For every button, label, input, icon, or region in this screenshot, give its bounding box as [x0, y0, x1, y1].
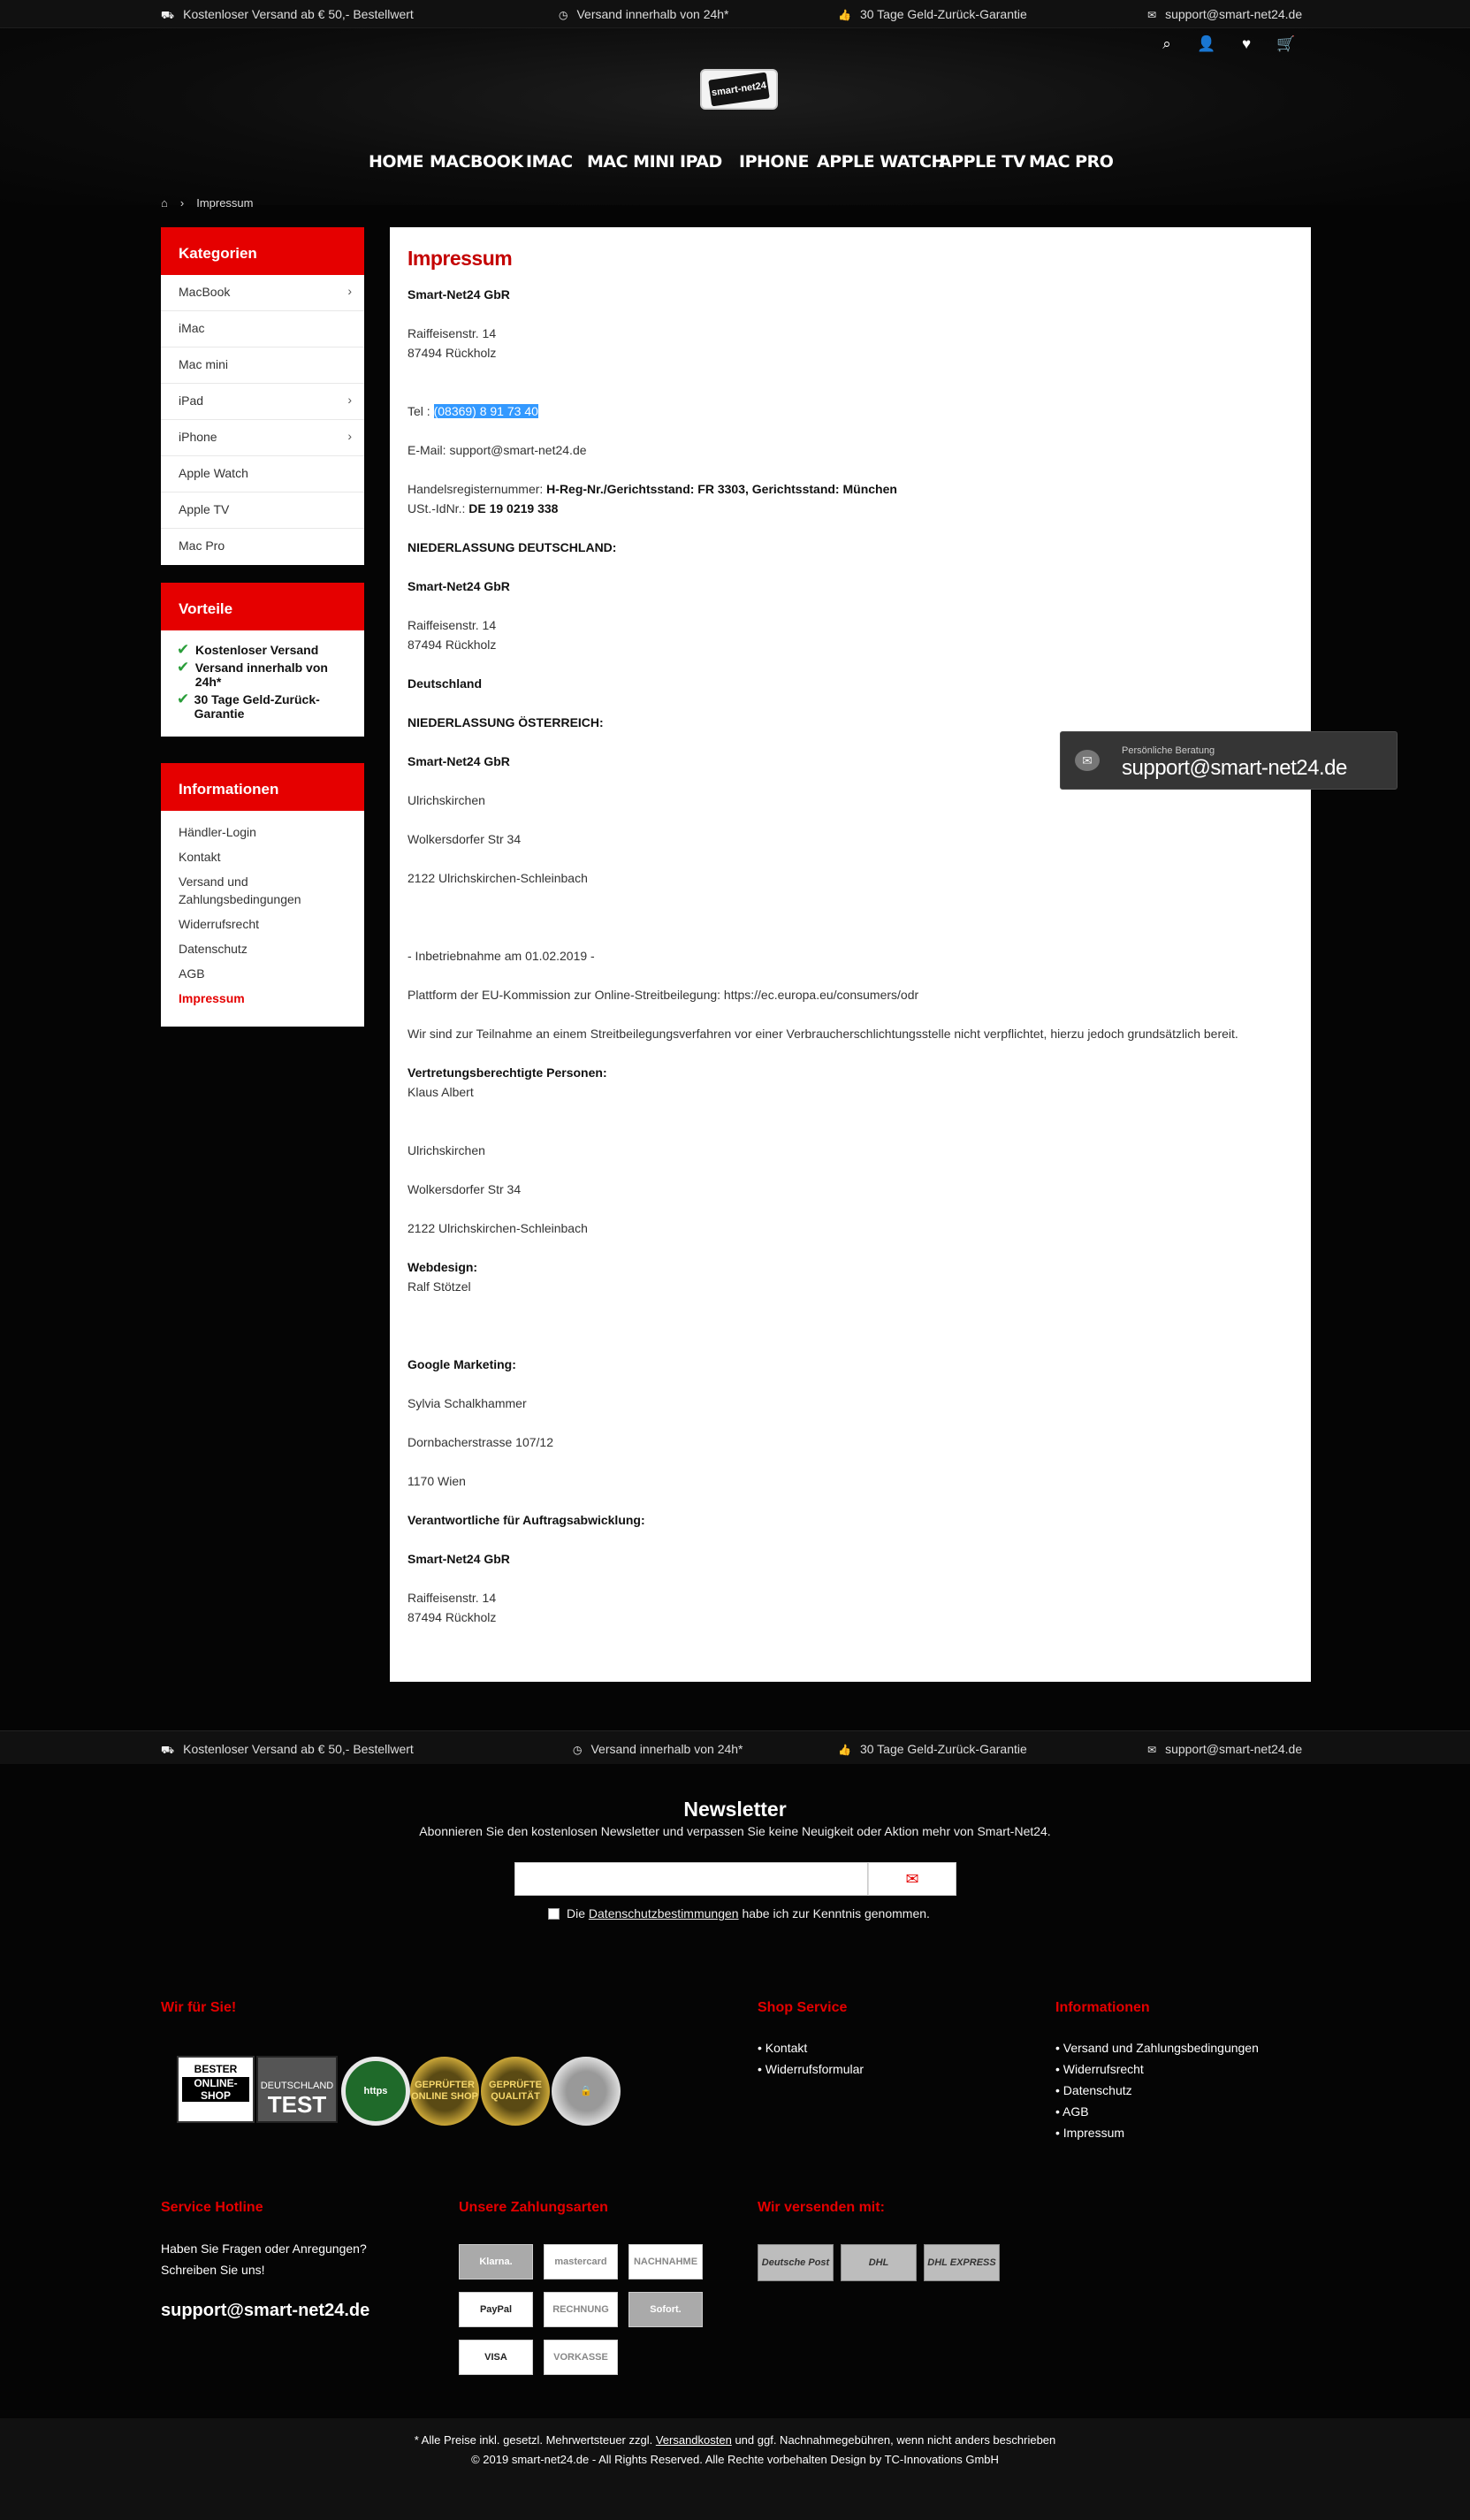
- info-link-agb[interactable]: AGB: [179, 966, 205, 981]
- footer-info-title: Informationen: [1055, 2000, 1150, 2015]
- envelope-icon: ✉: [1147, 9, 1157, 21]
- information-title: Informationen: [161, 763, 364, 811]
- rep-place: Ulrichskirchen: [407, 1143, 485, 1157]
- nav-mac-pro[interactable]: MAC PRO: [1029, 152, 1114, 172]
- checkmark-icon: ✔: [177, 659, 190, 676]
- dispute-note: Wir sind zur Teilnahme an einem Streitbeilegungsverfahren vor einer Verbraucherschlichtungsstelle nicht verpflichtet, hierzu jedoch grundsätzlich bereit.: [407, 1027, 1238, 1041]
- category-macbook[interactable]: MacBook ›: [161, 275, 364, 311]
- logo[interactable]: [700, 69, 778, 110]
- info-link-haendler-login[interactable]: Händler-Login: [179, 825, 256, 839]
- envelope-icon: ✉: [1147, 1744, 1157, 1756]
- checkmark-icon: ✔: [177, 641, 190, 658]
- versandkosten-link[interactable]: Versandkosten: [655, 2433, 732, 2447]
- advantages-box: [161, 583, 364, 737]
- shipping-dhl-express: DHL EXPRESS: [924, 2244, 1000, 2281]
- branch-at-street: Wolkersdorfer Str 34: [407, 832, 522, 846]
- copyright: © 2019 smart-net24.de - All Rights Reserved. Alle Rechte vorbehalten Design by TC-Innovations GmbH: [471, 2453, 999, 2466]
- info-link-kontakt[interactable]: Kontakt: [179, 850, 221, 864]
- email-line: E-Mail: support@smart-net24.de: [407, 443, 587, 457]
- payment-rechnung: RECHNUNG: [544, 2292, 618, 2327]
- top-info-bar: [0, 0, 1470, 28]
- nav-macbook[interactable]: MACBOOK: [430, 152, 523, 172]
- category-ipad[interactable]: iPad ›: [161, 384, 364, 420]
- checkmark-icon: ✔: [177, 691, 190, 707]
- newsletter-email-input[interactable]: [514, 1862, 868, 1896]
- shipping-deutsche-post: Deutsche Post: [758, 2244, 834, 2281]
- account-icon[interactable]: 👤: [1197, 35, 1216, 52]
- shop-service-list: [758, 2037, 864, 2080]
- envelope-icon: ✉: [905, 1870, 919, 1888]
- payment-visa: VISA: [459, 2340, 533, 2375]
- phone-number[interactable]: (08369) 8 91 73 40: [433, 404, 538, 418]
- category-iphone[interactable]: iPhone ›: [161, 420, 364, 456]
- clock-icon: ◷: [573, 1744, 583, 1756]
- footer-link-widerrufsformular[interactable]: • Widerrufsformular: [758, 2062, 864, 2076]
- footer-link-widerrufsrecht[interactable]: • Widerrufsrecht: [1055, 2062, 1144, 2076]
- branch-de-heading: NIEDERLASSUNG DEUTSCHLAND:: [407, 540, 617, 554]
- order-processing-company: Smart-Net24 GbR: [407, 1552, 510, 1566]
- gm-street: Dornbacherstrasse 107/12: [407, 1435, 553, 1449]
- nav-iphone[interactable]: IPHONE: [739, 152, 809, 172]
- inbetriebnahme: - Inbetriebnahme am 01.02.2019 -: [407, 949, 595, 963]
- category-imac[interactable]: iMac: [161, 311, 364, 347]
- privacy-link[interactable]: Datenschutzbestimmungen: [588, 1906, 739, 1921]
- payment-vorkasse: VORKASSE: [544, 2340, 618, 2375]
- category-apple-tv[interactable]: Apple TV: [161, 493, 364, 529]
- info-link-versand[interactable]: Versand und Zahlungsbedingungen: [179, 874, 301, 906]
- payment-paypal: PayPal: [459, 2292, 533, 2327]
- nav-home[interactable]: HOME: [369, 152, 423, 172]
- wir-fuer-sie-title: Wir für Sie!: [161, 2000, 237, 2015]
- nav-mac-mini[interactable]: MAC MINI: [587, 152, 675, 172]
- company-address: Raiffeisenstr. 14 87494 Rückholz: [407, 326, 497, 360]
- shop-service-title: Shop Service: [758, 2000, 848, 2015]
- categories-box: [161, 227, 364, 565]
- advantage-item: ✔ Kostenloser Versand: [177, 641, 319, 658]
- privacy-consent: Die Datenschutzbestimmungen habe ich zur Kenntnis genommen.: [548, 1906, 930, 1921]
- advantage-item: ✔ 30 Tage Geld-Zurück-Garantie: [177, 691, 320, 721]
- search-icon[interactable]: ⌕: [1162, 35, 1171, 52]
- rep-city: 2122 Ulrichskirchen-Schleinbach: [407, 1221, 588, 1235]
- logo-text: smart-net24: [708, 73, 770, 107]
- branch-at-company: Smart-Net24 GbR: [407, 754, 510, 768]
- footer-link-datenschutz[interactable]: • Datenschutz: [1055, 2083, 1132, 2097]
- info-link-widerrufsrecht[interactable]: Widerrufsrecht: [179, 917, 260, 931]
- branch-de-address: Raiffeisenstr. 14 87494 Rückholz: [407, 618, 497, 652]
- free-shipping-info: ⛟ Kostenloser Versand ab € 50,- Bestellwert: [161, 1742, 414, 1756]
- branch-de-country: Deutschland: [407, 676, 483, 691]
- service-hotline-email[interactable]: support@smart-net24.de: [161, 2301, 370, 2320]
- best-online-shop-badge: BESTER ONLINE-SHOP: [177, 2056, 255, 2123]
- category-mac-pro[interactable]: Mac Pro: [179, 538, 225, 553]
- gepruefter-online-shop-badge: GEPRÜFTER ONLINE SHOP: [410, 2057, 479, 2126]
- categories-title: Kategorien: [161, 227, 364, 275]
- cart-icon[interactable]: 🛒: [1276, 35, 1296, 52]
- footer-info-bar: [0, 1730, 1470, 1764]
- payment-sofort: Sofort.: [628, 2292, 703, 2327]
- truck-icon: ⛟: [161, 1744, 175, 1756]
- branch-at-heading: NIEDERLASSUNG ÖSTERREICH:: [407, 715, 604, 729]
- thumbs-up-icon: 👍: [838, 9, 851, 21]
- shipping-partners-title: Wir versenden mit:: [758, 2200, 885, 2215]
- gepruefte-qualitaet-badge: GEPRÜFTE QUALITÄT: [481, 2057, 550, 2126]
- envelope-icon: ✉: [1075, 750, 1100, 771]
- breadcrumb-current: Impressum: [196, 196, 254, 210]
- gm-name: Sylvia Schalkhammer: [407, 1396, 527, 1410]
- main-navigation: [0, 152, 1470, 182]
- branch-at-place: Ulrichskirchen: [407, 793, 485, 807]
- footer-info-list: [1055, 2037, 1259, 2143]
- shipping-dhl: DHL: [841, 2244, 917, 2281]
- company-name: Smart-Net24 GbR: [407, 287, 510, 302]
- truck-icon: ⛟: [161, 9, 175, 21]
- newsletter-submit-button[interactable]: [868, 1862, 956, 1896]
- info-link-datenschutz[interactable]: Datenschutz: [179, 942, 248, 956]
- thumbs-up-icon: 👍: [838, 1744, 851, 1756]
- footer-link-agb[interactable]: • AGB: [1055, 2104, 1089, 2119]
- webdesign: Webdesign: Ralf Stötzel: [407, 1260, 478, 1294]
- support-email-link[interactable]: ✉ support@smart-net24.de: [1147, 1742, 1303, 1756]
- footer-link-versand[interactable]: • Versand und Zahlungsbedingungen: [1055, 2041, 1259, 2055]
- chevron-right-icon: ›: [347, 429, 352, 443]
- payment-klarna: Klarna.: [459, 2244, 533, 2279]
- https-lock-badge: https: [341, 2057, 410, 2126]
- information-box: [161, 763, 364, 1027]
- info-link-impressum[interactable]: Impressum: [179, 991, 245, 1005]
- privacy-checkbox[interactable]: [548, 1908, 560, 1920]
- chevron-right-icon: ›: [179, 196, 185, 210]
- guarantee-info: 👍 30 Tage Geld-Zurück-Garantie: [838, 1742, 1027, 1756]
- phone-line: Tel : (08369) 8 91 73 40: [407, 404, 538, 418]
- page-title: Impressum: [407, 247, 513, 270]
- service-hotline-text: Haben Sie Fragen oder Anregungen? Schreiben Sie uns!: [161, 2241, 367, 2277]
- personal-consultation-widget[interactable]: ✉ Persönliche Beratung support@smart-net24.de: [1060, 731, 1398, 790]
- deutschland-test-badge: DEUTSCHLAND TEST: [256, 2056, 338, 2123]
- chevron-right-icon: ›: [347, 284, 352, 298]
- category-mac-mini[interactable]: Mac mini: [161, 347, 364, 384]
- delivery-info: ◷ Versand innerhalb von 24h*: [559, 7, 729, 21]
- guarantee-info: 👍 30 Tage Geld-Zurück-Garantie: [838, 7, 1027, 21]
- footer-link-kontakt[interactable]: • Kontakt: [758, 2041, 808, 2055]
- clock-icon: ◷: [559, 9, 568, 21]
- advantage-item: ✔ Versand innerhalb von 24h*: [177, 659, 328, 689]
- home-icon[interactable]: ⌂: [161, 196, 168, 210]
- breadcrumb: [161, 196, 254, 210]
- support-email-link[interactable]: ✉ support@smart-net24.de: [1147, 7, 1303, 21]
- newsletter-subtitle: Abonnieren Sie den kostenlosen Newsletter und verpassen Sie keine Neuigkeit oder Aktion mehr von Smart-Net24.: [419, 1824, 1051, 1838]
- delivery-info: ◷ Versand innerhalb von 24h*: [573, 1742, 743, 1756]
- order-processing-heading: Verantwortliche für Auftragsabwicklung:: [407, 1513, 645, 1527]
- eu-platform: Plattform der EU-Kommission zur Online-Streitbeilegung: https://ec.europa.eu/consumers/odr: [407, 988, 919, 1002]
- nav-imac[interactable]: IMAC: [526, 152, 573, 172]
- wishlist-heart-icon[interactable]: ♥: [1241, 35, 1252, 52]
- free-shipping-info: ⛟ Kostenloser Versand ab € 50,- Bestellwert: [161, 7, 414, 21]
- footer-link-impressum[interactable]: • Impressum: [1055, 2126, 1125, 2140]
- rep-street: Wolkersdorfer Str 34: [407, 1182, 522, 1196]
- secure-lock-badge: 🔒: [552, 2057, 621, 2126]
- advantages-title: Vorteile: [161, 583, 364, 630]
- nav-apple-watch[interactable]: APPLE WATCH: [817, 152, 945, 172]
- branch-de-company: Smart-Net24 GbR: [407, 579, 510, 593]
- newsletter-title: Newsletter: [683, 1798, 787, 1821]
- price-disclaimer: * Alle Preise inkl. gesetzl. Mehrwertsteuer zzgl. Versandkosten und ggf. Nachnahmegebühren, wenn nicht anders beschrieben: [414, 2433, 1056, 2447]
- gm-city: 1170 Wien: [407, 1474, 466, 1488]
- payment-methods-title: Unsere Zahlungsarten: [459, 2200, 608, 2215]
- category-apple-watch[interactable]: Apple Watch: [161, 456, 364, 493]
- payment-mastercard: mastercard: [544, 2244, 618, 2279]
- chevron-right-icon: ›: [347, 393, 352, 407]
- payment-nachnahme: NACHNAHME: [628, 2244, 703, 2279]
- representatives: Vertretungsberechtigte Personen: Klaus Albert: [407, 1065, 607, 1099]
- nav-ipad[interactable]: IPAD: [680, 152, 722, 172]
- register-info: Handelsregisternummer: H-Reg-Nr./Gerichtsstand: FR 3303, Gerichtsstand: München USt.-IdNr.: DE 19 0219 338: [407, 482, 897, 515]
- nav-apple-tv[interactable]: APPLE TV: [939, 152, 1025, 172]
- order-processing-address: Raiffeisenstr. 14 87494 Rückholz: [407, 1591, 497, 1624]
- branch-at-city: 2122 Ulrichskirchen-Schleinbach: [407, 871, 588, 885]
- impressum-content: [390, 227, 1311, 1682]
- google-marketing-heading: Google Marketing:: [407, 1357, 516, 1371]
- service-hotline-title: Service Hotline: [161, 2200, 263, 2215]
